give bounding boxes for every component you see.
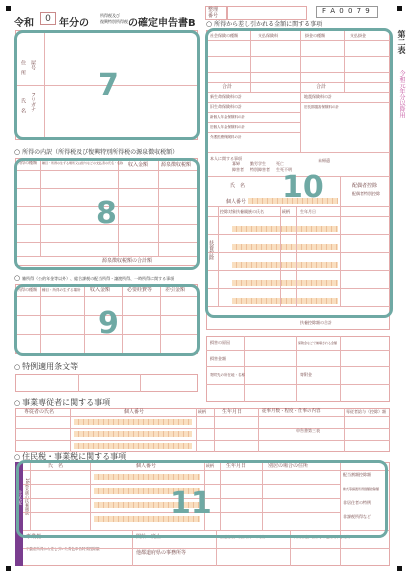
family-col-content: 従事月数・程度・仕事の内容 — [262, 409, 321, 414]
start-date-label: 開始・廃止 — [136, 534, 162, 540]
special-rules-divider — [78, 374, 79, 392]
annotation-label-11: 11 — [170, 486, 212, 521]
misc-col-revenue: 収入金額 — [90, 287, 111, 293]
resident-col-name: 氏 名 — [48, 463, 64, 469]
side-text: 令和元年分以降用 — [398, 70, 405, 118]
ded-deceased: 死亡 — [276, 161, 284, 166]
form-title-small-bottom: 復興特別所得税 — [100, 19, 128, 24]
family-col — [344, 408, 345, 452]
special-rules-divider — [140, 374, 141, 392]
family-col — [70, 408, 71, 452]
ded-relation: 続柄 — [282, 209, 290, 214]
ded-total-left: 合計 — [222, 84, 233, 90]
right-misc-col — [296, 336, 297, 402]
resident-tax-header: ○ 住民税・事業税に関する事項 — [14, 452, 126, 462]
resident-col-separate: 別居の場合の住所 — [268, 463, 309, 469]
business-tax-label: 事業税 — [26, 534, 42, 540]
annotation-label-8: 8 — [96, 196, 117, 231]
refund-label: 申告書第三表 — [296, 428, 320, 433]
ded-personal-number: 個人番号 — [226, 199, 247, 205]
family-col — [214, 408, 215, 452]
seiri-label: 整理 — [208, 7, 219, 13]
misc-col-type: 所得の種類 — [17, 287, 37, 292]
disaster-label: 損害の原因 — [210, 340, 230, 345]
family-col — [258, 408, 259, 452]
ded-disabled: 障害者 — [232, 167, 244, 172]
ded-spouse-name: 氏 名 — [230, 183, 246, 189]
ded-earthquake: 地震保険料の計 — [304, 94, 332, 99]
resident-dividend-label: 配当割額控除額 — [343, 472, 371, 477]
ded-dependents: 控除対象扶養親族の氏名 — [220, 209, 264, 214]
deductions-header: ○ 所得から差し引かれる金額に関する事項 — [206, 20, 322, 29]
family-col — [196, 408, 197, 452]
trade-name-label: 屋号 — [30, 60, 36, 70]
donation-amount-label: 寄附金 — [300, 372, 312, 377]
income-col-item: 種目・所得の生ずる場所又は給与などの支払者の氏名・名称 — [42, 161, 124, 165]
insurance-label: 保険金などで補填される金額 — [298, 341, 338, 345]
page-label: 第二表 — [397, 30, 406, 54]
family-number-entry[interactable] — [74, 431, 192, 437]
bango-label: 番号 — [208, 13, 219, 19]
family-col-name: 専従者の氏名 — [24, 409, 55, 415]
name-label: 氏 名 — [20, 98, 26, 113]
ded-pension-old: 旧個人年金保険料の計 — [210, 125, 245, 129]
corner-mark-icon — [397, 566, 402, 571]
corner-mark-icon — [6, 6, 11, 11]
income-col-withholding: 源泉徴収税額 — [161, 162, 192, 168]
special-rules-box[interactable] — [15, 374, 198, 392]
annotation-label-7: 7 — [98, 68, 119, 103]
family-col-salary: 専従者給与（控除）額 — [346, 409, 386, 414]
ded-long-term: 旧長期損害保険料の計 — [304, 105, 339, 109]
ded-birthdate: 生年月日 — [300, 209, 316, 214]
ded-widow: 寡婦 — [232, 161, 240, 166]
corner-mark-icon — [6, 566, 11, 571]
income-breakdown-header: ○ 所得の内訳（所得税及び復興特別所得税の源泉徴収税額） — [14, 148, 178, 157]
donation-pref-label: 都道府県、市区町村への寄附 — [220, 535, 266, 539]
address-label: 住 所 — [20, 60, 26, 75]
family-workers-header: ○ 事業専従者に関する事項 — [14, 398, 110, 408]
ded-life-old: 旧生命保険料の計 — [210, 104, 242, 109]
family-number-entry[interactable] — [74, 419, 192, 425]
ded-working-student: 勤労学生 — [250, 161, 266, 166]
resident-tax-vertical: 住民税 — [16, 490, 22, 505]
ded-total-right: 合計 — [316, 84, 327, 90]
under16-label: 16歳未満の扶養親族 — [25, 478, 30, 516]
family-col-number: 個人番号 — [124, 409, 145, 415]
loss-amount-label: 損害金額 — [210, 356, 226, 361]
ded-spouse-special: 配偶者特別控除 — [352, 191, 380, 196]
form-code: F A 0 0 7 9 — [322, 7, 371, 15]
ded-paid-premium: 支払保険料 — [258, 33, 278, 38]
other-pref-label: 他都道府県の事務所等 — [136, 550, 187, 556]
form-era: 令和 — [14, 18, 34, 29]
family-row-line — [15, 440, 390, 441]
right-misc-col — [340, 336, 341, 402]
year-input-box[interactable]: 0 — [40, 12, 56, 25]
ded-dependents-total: 扶養控除額の合計 — [300, 320, 332, 325]
resident-exempt-label: 非課税所得など — [343, 514, 371, 519]
special-rules-header: ○ 特例適用条文等 — [14, 362, 78, 372]
corner-mark-icon — [397, 6, 402, 11]
family-number-entry[interactable] — [74, 443, 192, 449]
bottom-row-line — [23, 548, 390, 549]
form-title-end: の確定申告書B — [128, 18, 196, 29]
ded-social-type: 社会保険の種類 — [210, 33, 238, 38]
annotation-label-9: 9 — [98, 306, 119, 341]
family-col-birthdate: 生年月日 — [222, 409, 243, 415]
resident-col-number: 個人番号 — [136, 463, 157, 469]
ded-dependents-vertical: 扶養控除 — [208, 240, 214, 260]
right-misc-row — [206, 384, 390, 385]
resident-col-birthdate: 生年月日 — [226, 463, 247, 469]
withholding-total-label: 源泉徴収税額の合計額 — [102, 258, 153, 264]
real-estate-label: 不動産所得から差し引いた青色申告特別控除額 — [26, 547, 100, 551]
misc-col-item: 種目・所得の生ずる場所 — [42, 288, 81, 292]
ded-life-new: 新生命保険料の計 — [210, 94, 242, 99]
donation-place-label: 寄附先の所在地・名称 — [210, 373, 245, 377]
misc-income-header: ○ 雑所得（公的年金等以外）、総合課税の配当所得・譲渡所得、一時所得に関する事項 — [14, 274, 174, 283]
furigana-label: フリガナ — [30, 92, 36, 112]
ded-unreturned: 未帰還 — [318, 158, 330, 163]
resident-nonres-label: 非居住者の特例 — [343, 500, 371, 505]
ded-pension-new: 新個人年金保険料の計 — [210, 115, 245, 119]
income-col-revenue: 収入金額 — [128, 162, 149, 168]
ded-premium-type: 掛金の種類 — [305, 33, 325, 38]
family-row-line — [15, 428, 390, 429]
right-misc-row — [206, 366, 390, 367]
ded-disability: 本人に関する事項 — [210, 156, 242, 161]
family-col-relation: 続柄 — [198, 409, 206, 414]
stock-deduct-label: 共同募金、日赤その他に対する寄附 — [294, 535, 350, 539]
form-title-mid: 年分の — [59, 18, 89, 29]
form-title-small-top: 所得税及び — [100, 13, 120, 18]
right-misc-col — [244, 336, 245, 402]
resident-stock-label: 株式等譲渡所得割額控除額 — [343, 487, 380, 491]
right-misc-row — [206, 350, 390, 351]
family-header-line — [15, 416, 390, 417]
seiri-number-input[interactable] — [227, 6, 307, 20]
ded-paid-contribution: 支払掛金 — [350, 33, 366, 38]
ded-care-medical: 介護医療保険料の計 — [210, 135, 242, 139]
income-col-type: 所得の種類 — [17, 160, 37, 165]
annotation-label-10: 10 — [282, 170, 324, 205]
ded-special-disabled: 特別障害者 — [250, 167, 270, 172]
misc-col-expense: 必要経費等 — [127, 287, 153, 293]
misc-col-diff: 差引金額 — [165, 287, 186, 293]
ded-spouse-deduction: 配偶者控除 — [352, 183, 378, 189]
resident-col-relation: 続柄 — [206, 463, 214, 468]
ded-overseas: 生死不明 — [276, 167, 292, 172]
